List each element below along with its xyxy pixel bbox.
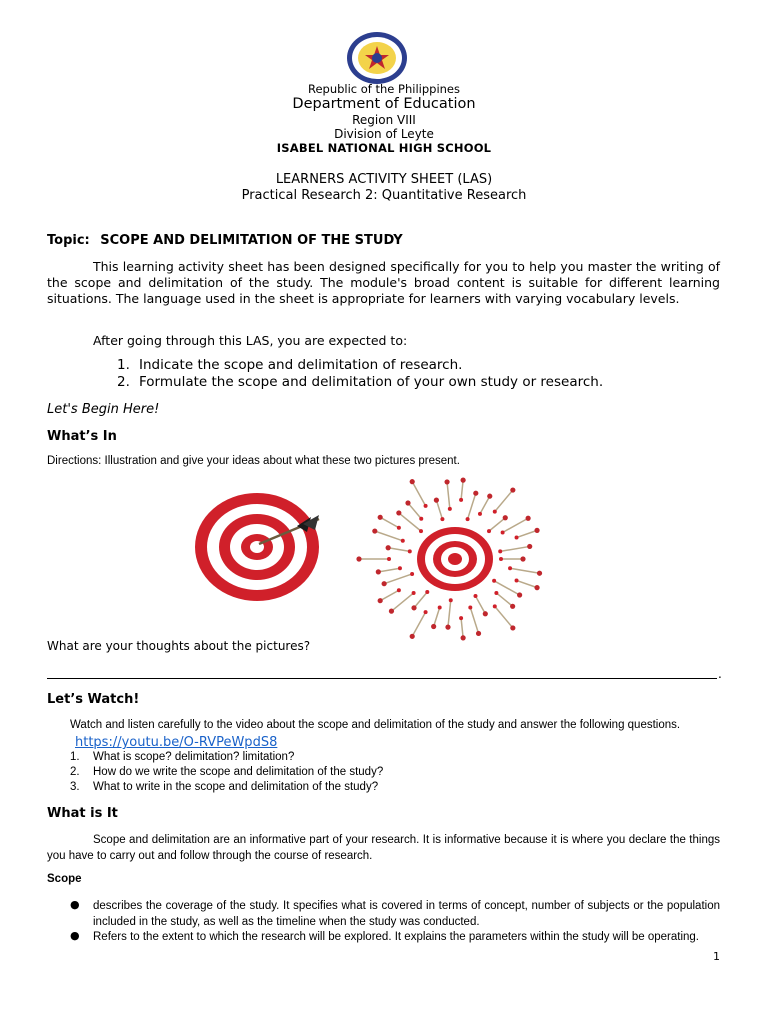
arrow-tip bbox=[515, 536, 519, 540]
header-school: ISABEL NATIONAL HIGH SCHOOL bbox=[276, 141, 492, 155]
target-missed-arrows-image bbox=[350, 474, 558, 642]
objective-text: Formulate the scope and delimitation of your own study or research. bbox=[139, 374, 604, 390]
arrow-fletching bbox=[378, 515, 383, 520]
arrow-fletching bbox=[537, 571, 542, 576]
arrow-shaft bbox=[412, 482, 425, 506]
arrow-shaft bbox=[388, 548, 410, 552]
arrow-fletching bbox=[431, 624, 436, 629]
arrow-tip bbox=[466, 517, 470, 521]
arrow-shaft bbox=[495, 490, 513, 512]
arrow-shaft bbox=[436, 500, 442, 519]
arrow-fletching bbox=[410, 479, 415, 484]
header-republic: Republic of the Philippines bbox=[307, 82, 461, 96]
scope-bullet-text: describes the coverage of the study. It specifies what is covered in terms of concept, number of subjects or the population included in the study, as well as the timeline when the study was conducted. bbox=[93, 900, 720, 928]
arrow-shaft bbox=[408, 503, 421, 519]
arrow-tip bbox=[492, 579, 496, 583]
arrow-tip bbox=[448, 507, 452, 511]
arrow-tip bbox=[408, 549, 412, 553]
arrow-fletching bbox=[376, 569, 381, 574]
arrow-shaft bbox=[489, 518, 505, 531]
subject-title: Practical Research 2: Quantitative Research bbox=[241, 188, 527, 203]
arrow-shaft bbox=[384, 574, 412, 584]
objective-item bbox=[117, 357, 462, 373]
bullet-icon: ● bbox=[70, 929, 80, 942]
arrow-fletching bbox=[526, 516, 531, 521]
arrow-tip bbox=[425, 590, 429, 594]
question-text: What is scope? delimitation? limitation? bbox=[93, 751, 295, 763]
arrow-tip bbox=[449, 598, 453, 602]
arrow-shaft bbox=[412, 612, 425, 636]
arrow-shaft bbox=[480, 496, 490, 514]
arrow-fletching bbox=[378, 598, 383, 603]
arrow-fletching bbox=[382, 581, 387, 586]
arrow-tip bbox=[478, 512, 482, 516]
arrow-shaft bbox=[495, 606, 513, 628]
arrow-fletching bbox=[461, 635, 466, 640]
arrow-fletching bbox=[517, 592, 522, 597]
arrow-tip bbox=[498, 549, 502, 553]
arrow-tip bbox=[412, 591, 416, 595]
objective-number: 2. bbox=[117, 374, 130, 390]
target-with-arrow-image bbox=[193, 486, 323, 602]
watch-question bbox=[70, 751, 294, 763]
watch-instructions: Watch and listen carefully to the video about the scope and delimitation of the study and answer the following questions. bbox=[70, 719, 681, 731]
expect-text: After going through this LAS, you are expected to: bbox=[93, 333, 408, 348]
arrow-tip bbox=[468, 605, 472, 609]
arrow-fletching bbox=[410, 634, 415, 639]
watch-question bbox=[70, 766, 383, 778]
arrow-fletching bbox=[405, 500, 410, 505]
whats-in-heading: What’s In bbox=[47, 429, 117, 444]
arrow-tip bbox=[424, 504, 428, 508]
arrow-shaft bbox=[476, 596, 486, 614]
watch-question bbox=[70, 781, 378, 793]
arrow-shaft bbox=[510, 568, 539, 573]
arrow-shaft bbox=[434, 607, 440, 626]
arrow-tip bbox=[440, 517, 444, 521]
page-number: 1 bbox=[713, 950, 720, 963]
objective-number: 1. bbox=[117, 357, 130, 373]
arrow-shaft bbox=[461, 618, 463, 638]
question-number: 1. bbox=[70, 751, 80, 763]
arrow-fletching bbox=[445, 625, 450, 630]
arrow-shaft bbox=[517, 530, 538, 537]
arrow-fletching bbox=[510, 604, 515, 609]
scope-bullet-text: Refers to the extent to which the research will be explored. It explains the parameters within the study will be operating. bbox=[93, 931, 699, 943]
arrow-fletching bbox=[534, 528, 539, 533]
arrow-fletching bbox=[476, 631, 481, 636]
arrow-tip bbox=[459, 498, 463, 502]
arrow-shaft bbox=[391, 593, 413, 611]
header-department: Department of Education bbox=[292, 96, 476, 112]
thoughts-question: What are your thoughts about the pictures? bbox=[47, 639, 311, 653]
video-link[interactable]: https://youtu.be/O-RVPeWpdS8 bbox=[75, 735, 278, 750]
arrow-shaft bbox=[378, 568, 400, 572]
arrow-fletching bbox=[510, 625, 515, 630]
arrow-shaft bbox=[470, 607, 478, 633]
objective-text: Indicate the scope and delimitation of research. bbox=[139, 357, 463, 373]
arrow-fletching bbox=[396, 510, 401, 515]
arrow-tip bbox=[401, 539, 405, 543]
question-number: 3. bbox=[70, 781, 80, 793]
question-number: 2. bbox=[70, 766, 80, 778]
scope-heading: Scope bbox=[47, 873, 82, 885]
arrow-fletching bbox=[487, 494, 492, 499]
arrow-tip bbox=[515, 578, 519, 582]
arrow-fletching bbox=[503, 515, 508, 520]
arrow-shaft bbox=[500, 546, 529, 551]
header-division: Division of Leyte bbox=[334, 127, 434, 141]
arrow-tip bbox=[438, 605, 442, 609]
directions-text: Directions: Illustration and give your ideas about what these two pictures present. bbox=[47, 455, 460, 467]
arrow-shaft bbox=[375, 531, 403, 541]
header-region: Region VIII bbox=[352, 113, 416, 127]
objective-item bbox=[117, 374, 603, 390]
arrow-fletching bbox=[356, 556, 361, 561]
arrow-fletching bbox=[473, 491, 478, 496]
arrow-fletching bbox=[434, 498, 439, 503]
arrow-tip bbox=[397, 526, 401, 530]
arrow-shaft bbox=[517, 580, 538, 587]
arrow-fletching bbox=[386, 545, 391, 550]
topic-line bbox=[47, 233, 403, 248]
arrow-fletching bbox=[527, 544, 532, 549]
arrow-shaft bbox=[380, 517, 399, 527]
deped-seal-logo bbox=[345, 30, 409, 86]
arrow-fletching bbox=[444, 479, 449, 484]
begin-heading: Let's Begin Here! bbox=[47, 402, 160, 417]
arrow-shaft bbox=[447, 482, 450, 509]
arrow-tip bbox=[493, 510, 497, 514]
arrow-tip bbox=[501, 530, 505, 534]
arrow-tip bbox=[397, 588, 401, 592]
arrow-tip bbox=[419, 529, 423, 533]
arrow-shaft bbox=[461, 480, 463, 500]
arrow-tip bbox=[419, 517, 423, 521]
arrow-tip bbox=[459, 616, 463, 620]
arrow-fletching bbox=[372, 528, 377, 533]
arrow-fletching bbox=[461, 478, 466, 483]
arrow-tip bbox=[387, 557, 391, 561]
arrow-shaft bbox=[503, 518, 529, 532]
arrow-tip bbox=[410, 572, 414, 576]
answer-line-end: . bbox=[718, 667, 722, 681]
sheet-title: LEARNERS ACTIVITY SHEET (LAS) bbox=[275, 172, 493, 187]
arrow-fletching bbox=[534, 585, 539, 590]
arrow-tip bbox=[508, 566, 512, 570]
arrow-shaft bbox=[380, 590, 399, 600]
what-is-it-paragraph: Scope and delimitation are an informative part of your research. It is informative because it is where you declare the things you have to carry out and follow through the course of research. bbox=[47, 834, 720, 862]
arrow-shaft bbox=[496, 593, 512, 606]
question-text: How do we write the scope and delimitation of the study? bbox=[93, 766, 384, 778]
question-text: What to write in the scope and delimitation of the study? bbox=[93, 781, 379, 793]
arrow-fletching bbox=[510, 487, 515, 492]
arrow-shaft bbox=[448, 600, 451, 627]
answer-line[interactable] bbox=[47, 678, 717, 679]
arrow-tip bbox=[424, 610, 428, 614]
arrow-tip bbox=[398, 566, 402, 570]
topic-label: Topic: bbox=[47, 233, 90, 248]
arrow-tip bbox=[474, 594, 478, 598]
what-is-it-heading: What is It bbox=[47, 806, 118, 821]
arrow-shaft bbox=[414, 592, 427, 608]
arrow-fletching bbox=[483, 611, 488, 616]
arrow-fletching bbox=[411, 605, 416, 610]
intro-paragraph: This learning activity sheet has been designed specifically for you to help you master the writing of the scope and delimitation of the study. The module's broad content is suitable for different learning situations. The language used in the sheet is appropriate for learners with varying vocabulary levels. bbox=[47, 259, 720, 306]
arrow-tip bbox=[499, 557, 503, 561]
arrow-fletching bbox=[520, 556, 525, 561]
arrow-tip bbox=[487, 529, 491, 533]
arrow-fletching bbox=[389, 609, 394, 614]
arrow-tip bbox=[494, 591, 498, 595]
bullet-icon: ● bbox=[70, 898, 80, 911]
arrow-tip bbox=[493, 604, 497, 608]
topic-title: SCOPE AND DELIMITATION OF THE STUDY bbox=[100, 233, 403, 248]
lets-watch-heading: Let’s Watch! bbox=[47, 692, 140, 707]
arrow-shaft bbox=[468, 493, 476, 519]
